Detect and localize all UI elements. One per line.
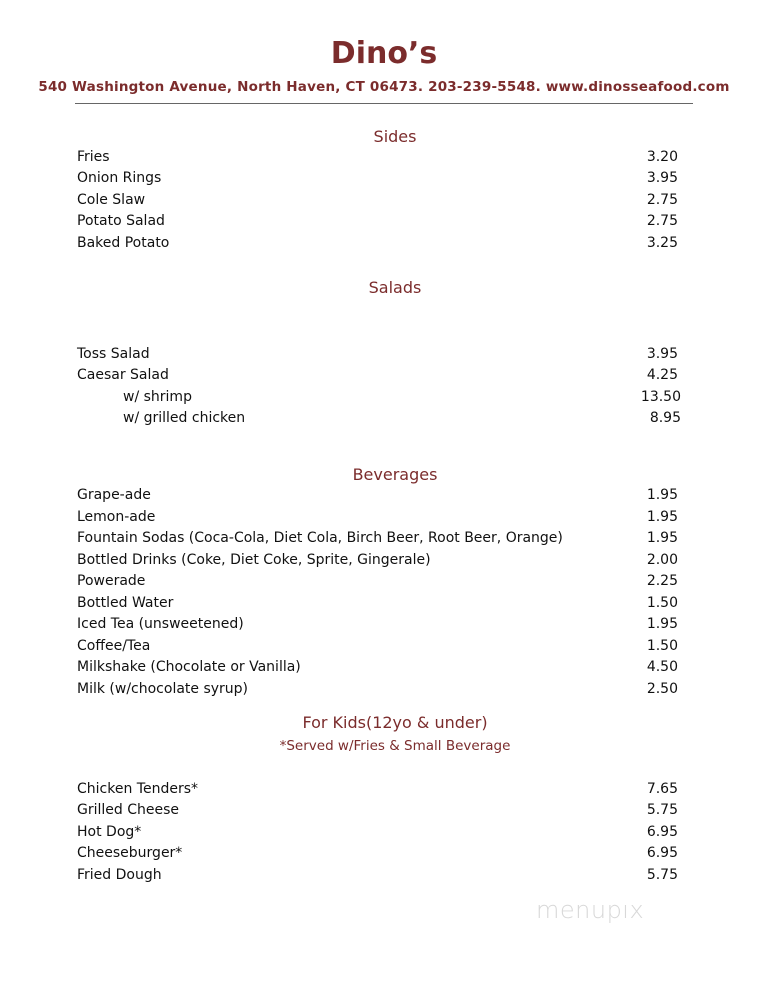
item-price: 5.75 bbox=[646, 867, 678, 883]
item-price: 8.95 bbox=[649, 410, 681, 426]
header-divider bbox=[75, 103, 693, 104]
item-name: Milkshake (Chocolate or Vanilla) bbox=[77, 659, 301, 675]
item-price: 1.95 bbox=[646, 616, 678, 632]
menu-item bbox=[77, 866, 678, 884]
restaurant-address: 540 Washington Avenue, North Haven, CT 06473. 203-239-5548. www.dinosseafood.com bbox=[38, 79, 730, 95]
menu-item bbox=[77, 486, 678, 504]
menu-item bbox=[77, 169, 678, 187]
section-title: Salads bbox=[368, 278, 422, 297]
item-price: 2.75 bbox=[646, 213, 678, 229]
menu-item bbox=[77, 594, 678, 612]
menu-item bbox=[77, 801, 678, 819]
menu-item bbox=[77, 508, 678, 526]
menu-item bbox=[77, 191, 678, 209]
menu-item bbox=[77, 551, 678, 569]
item-name: Onion Rings bbox=[77, 170, 162, 186]
item-name: Fountain Sodas (Coca-Cola, Diet Cola, Birch Beer, Root Beer, Orange) bbox=[77, 530, 563, 546]
item-name: Cheeseburger* bbox=[77, 845, 183, 861]
item-price: 1.95 bbox=[646, 509, 678, 525]
item-price: 3.25 bbox=[646, 235, 678, 251]
item-price: 1.95 bbox=[646, 487, 678, 503]
item-name: Grape-ade bbox=[77, 487, 151, 503]
menu-item bbox=[77, 572, 678, 590]
item-name: Potato Salad bbox=[77, 213, 165, 229]
section-title: Sides bbox=[373, 127, 417, 146]
menu-item bbox=[77, 148, 678, 166]
item-name: Baked Potato bbox=[77, 235, 170, 251]
item-price: 5.75 bbox=[646, 802, 678, 818]
watermark-logo: menupıx bbox=[536, 896, 645, 924]
item-name: Iced Tea (unsweetened) bbox=[77, 616, 244, 632]
item-price: 2.25 bbox=[646, 573, 678, 589]
item-price: 1.50 bbox=[646, 595, 678, 611]
item-price: 3.95 bbox=[646, 346, 678, 362]
item-price: 7.65 bbox=[646, 781, 678, 797]
item-price: 3.95 bbox=[646, 170, 678, 186]
menu-item bbox=[77, 345, 678, 363]
item-price: 2.00 bbox=[646, 552, 678, 568]
menu-item bbox=[77, 658, 678, 676]
menu-item bbox=[77, 234, 678, 252]
item-name: Bottled Drinks (Coke, Diet Coke, Sprite, Gingerale) bbox=[77, 552, 431, 568]
item-price: 13.50 bbox=[640, 389, 681, 405]
item-name: Milk (w/chocolate syrup) bbox=[77, 681, 249, 697]
item-price: 6.95 bbox=[646, 845, 678, 861]
item-name: Lemon-ade bbox=[77, 509, 156, 525]
item-name: Hot Dog* bbox=[77, 824, 142, 840]
item-price: 6.95 bbox=[646, 824, 678, 840]
item-name: Grilled Cheese bbox=[77, 802, 180, 818]
item-name: Powerade bbox=[77, 573, 146, 589]
item-price: 4.25 bbox=[646, 367, 678, 383]
menu-item bbox=[77, 823, 678, 841]
menu-item bbox=[77, 409, 681, 427]
item-name: w/ shrimp bbox=[123, 389, 192, 405]
item-price: 3.20 bbox=[646, 149, 678, 165]
section-title: For Kids(12yo & under) bbox=[302, 713, 488, 732]
menu-item bbox=[77, 529, 678, 547]
item-name: Toss Salad bbox=[77, 346, 150, 362]
item-name: w/ grilled chicken bbox=[123, 410, 246, 426]
item-name: Chicken Tenders* bbox=[77, 781, 198, 797]
item-price: 1.95 bbox=[646, 530, 678, 546]
menu-item bbox=[77, 680, 678, 698]
menu-item bbox=[77, 637, 678, 655]
item-name: Fries bbox=[77, 149, 110, 165]
section-title: Beverages bbox=[352, 465, 438, 484]
item-price: 1.50 bbox=[646, 638, 678, 654]
item-name: Bottled Water bbox=[77, 595, 174, 611]
item-name: Fried Dough bbox=[77, 867, 162, 883]
item-price: 4.50 bbox=[646, 659, 678, 675]
menu-item bbox=[77, 844, 678, 862]
item-name: Caesar Salad bbox=[77, 367, 169, 383]
section-subtitle: *Served w/Fries & Small Beverage bbox=[279, 738, 511, 754]
item-price: 2.75 bbox=[646, 192, 678, 208]
item-price: 2.50 bbox=[646, 681, 678, 697]
menu-item bbox=[77, 780, 678, 798]
menu-item bbox=[77, 388, 681, 406]
menu-item bbox=[77, 212, 678, 230]
item-name: Coffee/Tea bbox=[77, 638, 151, 654]
menu-item bbox=[77, 366, 678, 384]
menu-item bbox=[77, 615, 678, 633]
restaurant-title: Dino’s bbox=[330, 36, 438, 71]
item-name: Cole Slaw bbox=[77, 192, 146, 208]
